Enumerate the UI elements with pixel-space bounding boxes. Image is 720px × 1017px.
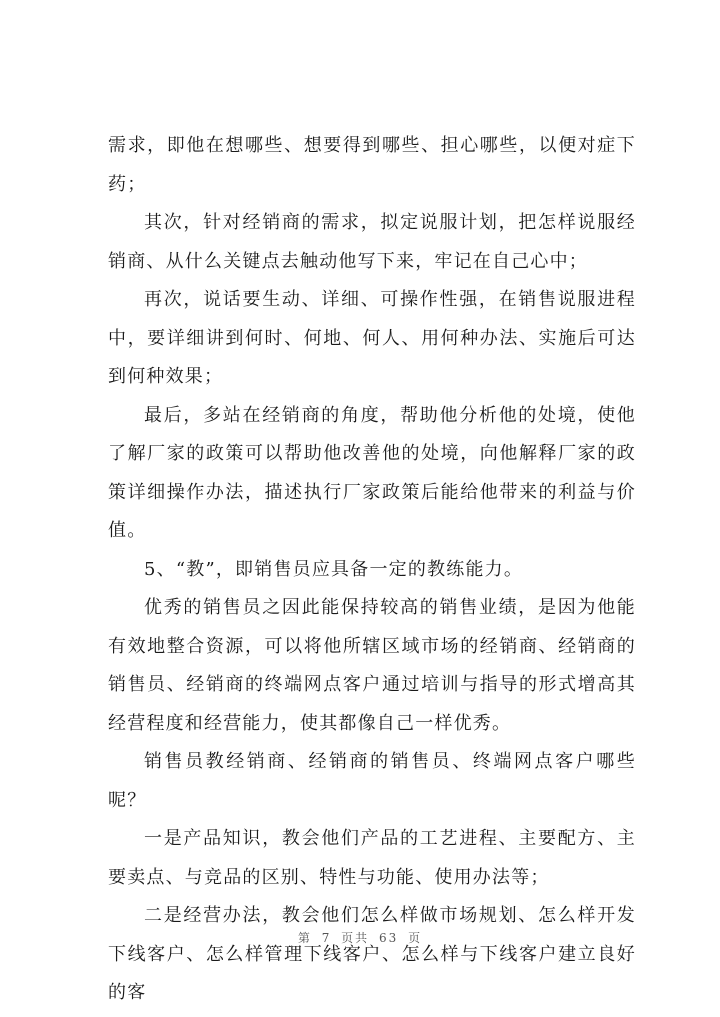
paragraph: 其次，针对经销商的需求，拟定说服计划，把怎样说服经销商、从什么关键点去触动他写下来，牢记在自己心中；: [108, 212, 636, 272]
document-body: [108, 127, 636, 1013]
footer-prefix: 第: [297, 931, 312, 945]
footer-suffix: 页: [408, 931, 423, 945]
paragraph: 二是经营办法，教会他们怎么样做市场规划、怎么样开发下线客户、怎么样管理下线客户、怎么样与下线客户建立良好的客: [108, 905, 636, 1003]
page-footer: [0, 929, 720, 946]
footer-page-number: 7: [321, 931, 332, 945]
footer-total-pages: 63: [379, 931, 399, 945]
paragraph: 优秀的销售员之因此能保持较高的销售业绩，是因为他能有效地整合资源，可以将他所辖区域市场的经销商、经销商的销售员、经销商的终端网点客户通过培训与指导的形式增高其经营程度和经营能力，使其都像自己一样优秀。: [108, 597, 636, 734]
paragraph: 5、“教”，即销售员应具备一定的教练能力。: [144, 558, 524, 580]
paragraph: 一是产品知识，教会他们产品的工艺进程、主要配方、主要卖点、与竞品的区别、特性与功能、使用办法等；: [108, 828, 636, 888]
paragraph: 再次，说话要生动、详细、可操作性强，在销售说服进程中，要详细讲到何时、何地、何人、用何种办法、实施后可达到何种效果；: [108, 289, 636, 387]
footer-mid: 页共: [341, 931, 370, 945]
paragraph: 需求，即他在想哪些、想要得到哪些、担心哪些，以便对症下药；: [108, 135, 636, 195]
paragraph: 销售员教经销商、经销商的销售员、终端网点客户哪些呢？: [108, 751, 636, 811]
paragraph: 最后，多站在经销商的角度，帮助他分析他的处境，使他了解厂家的政策可以帮助他改善他的处境，向他解释厂家的政策详细操作办法，描述执行厂家政策后能给他带来的利益与价值。: [108, 404, 636, 541]
